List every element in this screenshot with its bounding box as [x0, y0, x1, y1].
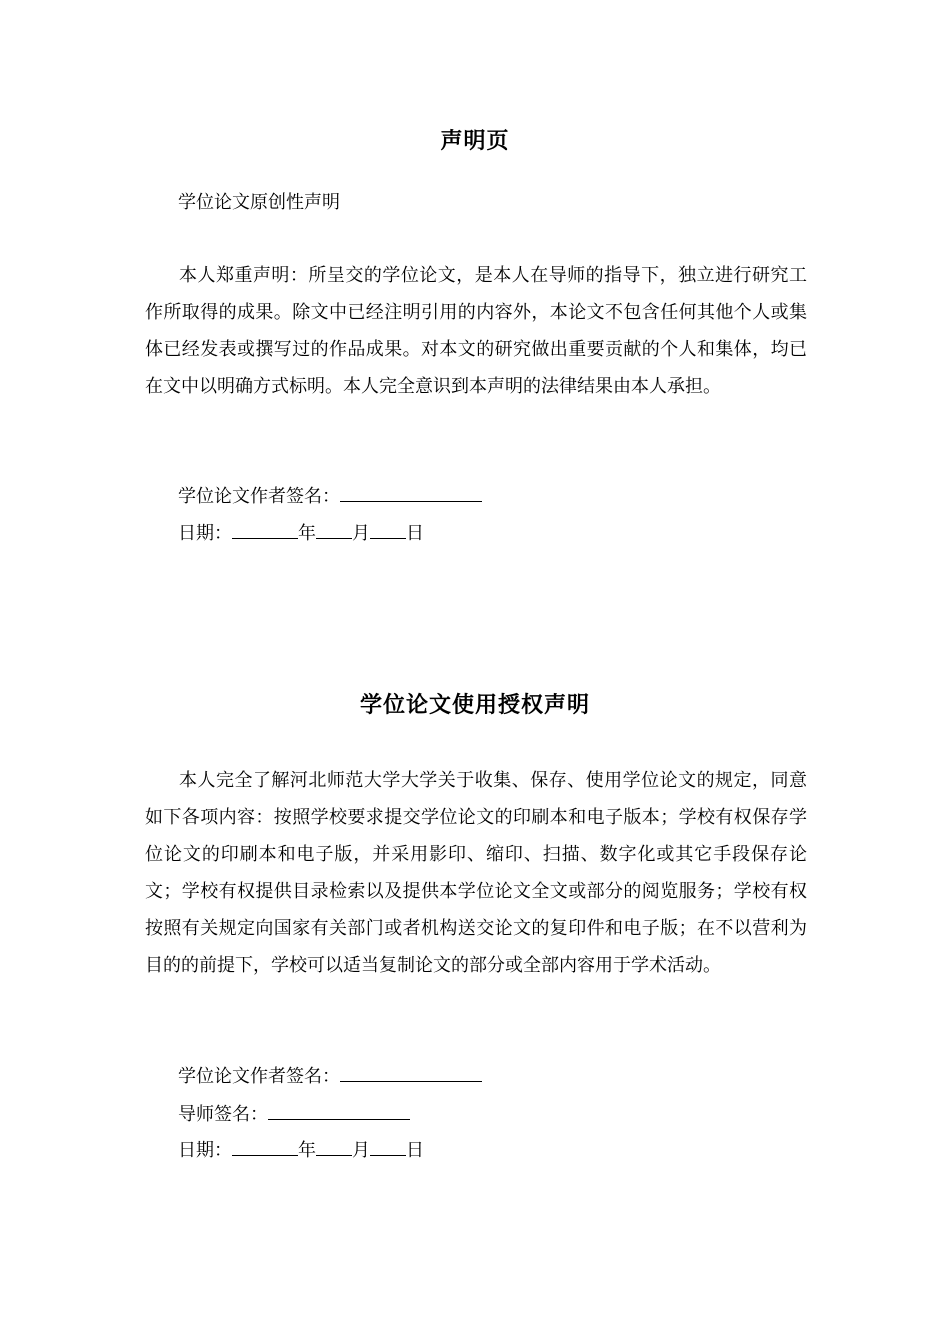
- day-blank[interactable]: [370, 1137, 406, 1156]
- day-blank[interactable]: [370, 520, 406, 539]
- date-label: 日期：: [178, 523, 232, 544]
- advisor-signature-blank[interactable]: [268, 1101, 410, 1120]
- originality-subheading: 学位论文原创性声明: [178, 192, 340, 213]
- advisor-signature-line: [178, 1101, 410, 1128]
- authorization-title: 学位论文使用授权声明: [359, 693, 590, 718]
- year-label: 年: [298, 1140, 316, 1161]
- year-blank[interactable]: [232, 1137, 298, 1156]
- year-blank[interactable]: [232, 520, 298, 539]
- declaration-date-line: [178, 520, 424, 547]
- advisor-signature-label: 导师签名：: [178, 1104, 268, 1125]
- author-signature-blank[interactable]: [340, 483, 482, 502]
- author-signature-label: 学位论文作者签名：: [178, 486, 340, 507]
- month-blank[interactable]: [316, 520, 352, 539]
- declaration-title: 声明页: [440, 129, 510, 154]
- day-label: 日: [406, 1140, 424, 1161]
- date-label: 日期：: [178, 1140, 232, 1161]
- year-label: 年: [298, 523, 316, 544]
- month-label: 月: [352, 1140, 370, 1161]
- month-label: 月: [352, 523, 370, 544]
- authorization-date-line: [178, 1137, 424, 1164]
- author-signature-blank[interactable]: [340, 1063, 482, 1082]
- authorization-body: 本人完全了解河北师范大学大学关于收集、保存、使用学位论文的规定，同意如下各项内容：按照学校要求提交学位论文的印刷本和电子版本；学校有权保存学位论文的印刷本和电子版，并采用影印、缩印、扫描、数字化或其它手段保存论文；学校有权提供目录检索以及提供本学位论文全文或部分的阅览服务；学校有权按照有关规定向国家有关部门或者机构送交论文的复印件和电子版；在不以营利为目的的前提下，学校可以适当复制论文的部分或全部内容用于学术活动。: [145, 770, 807, 976]
- author-signature-label: 学位论文作者签名：: [178, 1066, 340, 1087]
- month-blank[interactable]: [316, 1137, 352, 1156]
- day-label: 日: [406, 523, 424, 544]
- authorization-author-signature-line: [178, 1063, 482, 1090]
- declaration-body: 本人郑重声明：所呈交的学位论文，是本人在导师的指导下，独立进行研究工作所取得的成果。除文中已经注明引用的内容外，本论文不包含任何其他个人或集体已经发表或撰写过的作品成果。对本文的研究做出重要贡献的个人和集体，均已在文中以明确方式标明。本人完全意识到本声明的法律结果由本人承担。: [145, 265, 807, 397]
- declaration-author-signature-line: [178, 483, 482, 510]
